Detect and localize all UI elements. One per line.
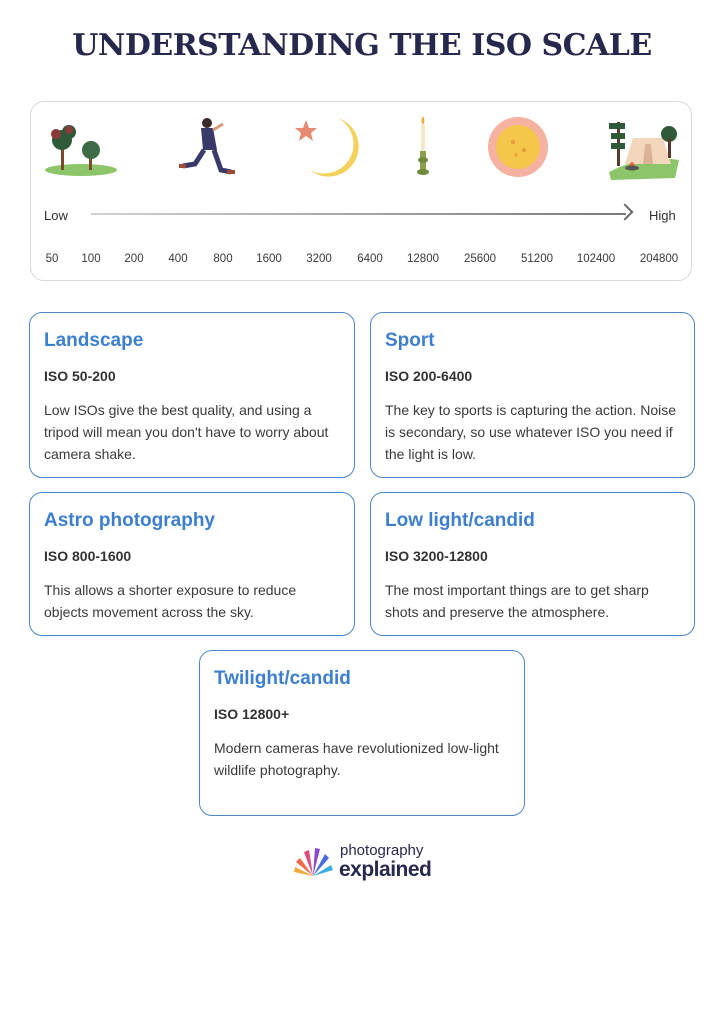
card-title: Twilight/candid [214,668,351,689]
landscape-card [29,312,355,478]
iso-value: 50 [45,253,59,265]
card-iso-range: ISO 50-200 [44,368,116,384]
moon-star-icon [286,114,366,180]
running-person-icon [171,114,251,180]
card-description: The most important things are to get sharp shots and preserve the atmosphere. [385,582,649,620]
iso-value: 6400 [357,253,383,265]
high-label: High [649,208,676,223]
twilight-candid-card [199,650,525,816]
low-light-candid-card [370,492,695,636]
astro-photography-card [29,492,355,636]
brand-name-line2: explained [339,858,432,881]
card-title: Low light/candid [385,510,535,531]
sun-icon [478,114,558,180]
brand-fan-icon [292,846,334,882]
card-iso-range: ISO 3200-12800 [385,548,488,564]
iso-value: 12800 [407,253,439,265]
scale-arrow-line [91,213,626,215]
iso-value: 204800 [639,253,679,265]
card-title: Landscape [44,330,144,351]
sport-card [370,312,695,478]
card-iso-range: ISO 12800+ [214,706,290,722]
iso-value: 800 [213,253,233,265]
trees-landscape-icon [41,114,121,180]
iso-value: 51200 [521,253,553,265]
brand-logo [292,842,452,882]
brand-name-line1: photography [340,842,424,859]
arrow-right-icon [617,204,634,221]
card-description: This allows a shorter exposure to reduce objects movement across the sky. [44,582,297,620]
card-iso-range: ISO 200-6400 [385,368,473,384]
iso-value: 200 [124,253,144,265]
iso-value: 100 [81,253,101,265]
card-iso-range: ISO 800-1600 [44,548,132,564]
card-description: Modern cameras have revolutionized low-light wildlife photography. [214,740,499,778]
page-title: UNDERSTANDING THE ISO SCALE [72,28,652,63]
card-title: Astro photography [44,510,215,531]
iso-value: 3200 [306,253,332,265]
candle-icon [383,114,463,180]
card-title: Sport [385,330,435,351]
low-label: Low [44,208,68,223]
iso-value: 400 [168,253,188,265]
iso-scale-panel [30,101,692,281]
card-description: Low ISOs give the best quality, and using a tripod will mean you don't have to worry about camera shake. [44,402,329,462]
card-description: The key to sports is capturing the action. Noise is secondary, so use whatever ISO you need if the light is low. [385,402,677,462]
iso-value: 1600 [256,253,282,265]
iso-value: 25600 [464,253,496,265]
tent-campfire-icon [603,114,683,180]
iso-value: 102400 [576,253,616,265]
